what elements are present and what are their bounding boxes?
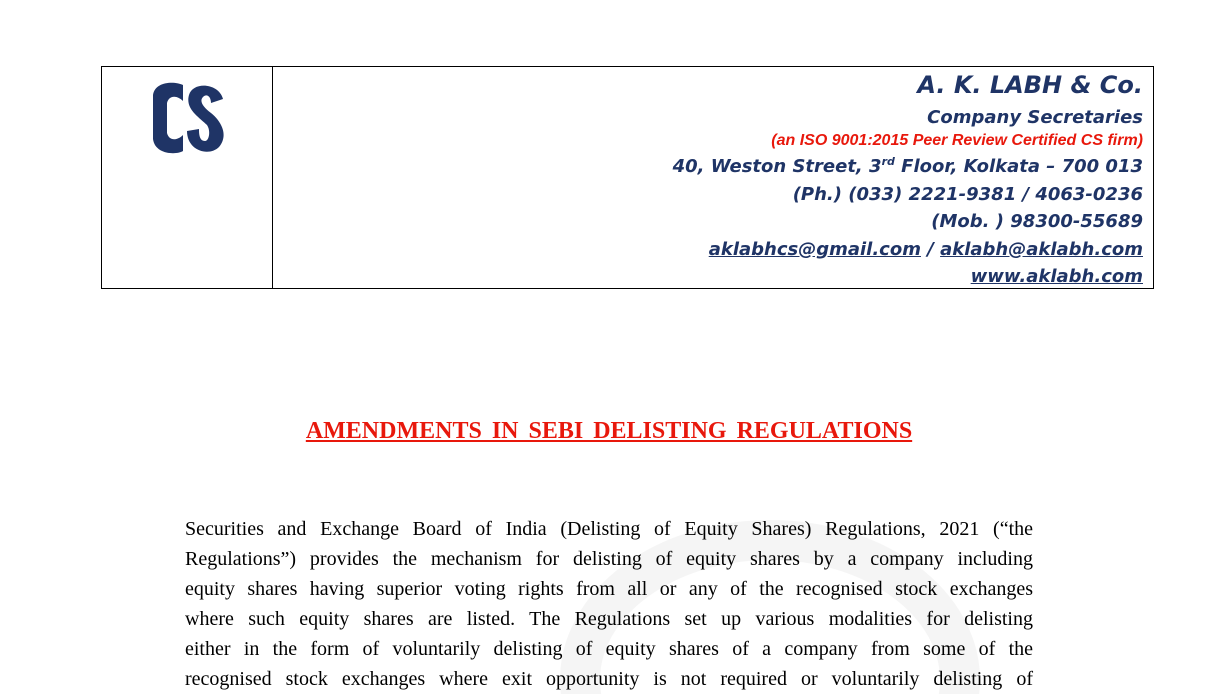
firm-mobile: (Mob. ) 98300-55689: [931, 211, 1143, 232]
paragraph-line: Regulations”) provides the mechanism for delisting of equity shares by a company including: [185, 548, 1033, 570]
address-part-1: 40, Weston Street, 3: [672, 156, 882, 177]
cs-logo: [149, 81, 227, 157]
firm-address: [673, 156, 1143, 177]
email-link-1[interactable]: aklabhcs@gmail.com: [708, 239, 921, 260]
email-separator: /: [920, 239, 941, 260]
firm-certification: (an ISO 9001:2015 Peer Review Certified CS firm): [771, 132, 1143, 149]
firm-name: A. K. LABH & Co.: [917, 71, 1143, 99]
address-superscript: rd: [881, 155, 895, 168]
firm-emails: [709, 239, 1143, 260]
body-paragraph: [185, 514, 1033, 694]
website-link[interactable]: www.aklabh.com: [970, 266, 1143, 287]
document-title: AMENDMENTS IN SEBI DELISTING REGULATIONS: [305, 418, 913, 444]
logo-cell: [102, 67, 273, 288]
letterhead: [101, 66, 1154, 289]
paragraph-line: where such equity shares are listed. The Regulations set up various modalities for delisting: [185, 608, 1033, 630]
firm-phone: (Ph.) (033) 2221-9381 / 4063-0236: [792, 184, 1143, 205]
email-link-2[interactable]: aklabh@aklabh.com: [940, 239, 1143, 260]
paragraph-line: either in the form of voluntarily delisting of equity shares of a company from some of the: [185, 638, 1033, 660]
paragraph-line: recognised stock exchanges where exit opportunity is not required or voluntarily delisting of: [185, 668, 1033, 690]
paragraph-line: Securities and Exchange Board of India (Delisting of Equity Shares) Regulations, 2021 (“the: [185, 518, 1033, 540]
firm-type: Company Secretaries: [927, 107, 1143, 128]
paragraph-line: equity shares having superior voting rights from all or any of the recognised stock exchanges: [185, 578, 1033, 600]
address-part-2: Floor, Kolkata – 700 013: [894, 156, 1143, 177]
